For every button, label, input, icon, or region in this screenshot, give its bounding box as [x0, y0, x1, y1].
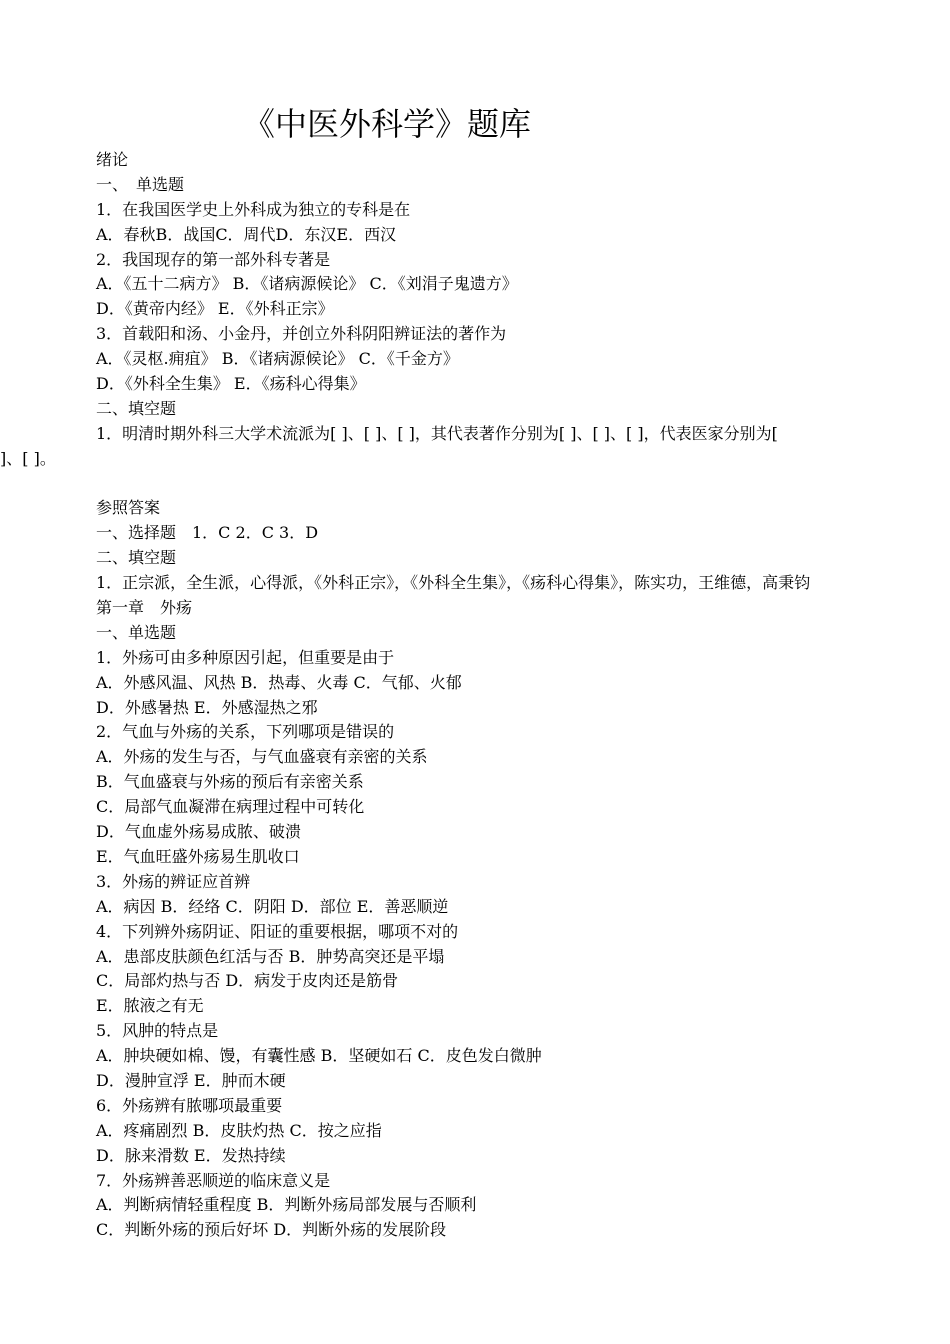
chapter-heading: 第一章 外疡	[96, 598, 193, 618]
question-text: 2．我国现存的第一部外科专著是	[96, 249, 331, 269]
answer-options: D．《黄帝内经》 E．《外科正宗》	[96, 299, 334, 319]
question-text: 3．首载阳和汤、小金丹，并创立外科阴阳辨证法的著作为	[96, 324, 507, 344]
question-text: 1．在我国医学史上外科成为独立的专科是在	[96, 199, 411, 219]
question-text: 5．风肿的特点是	[96, 1021, 219, 1041]
question-text: 1．外疡可由多种原因引起，但重要是由于	[96, 647, 395, 667]
answer-options: A．春秋B．战国C．周代D．东汉E．西汉	[96, 224, 397, 244]
answer-options: A．外感风温、风热 B．热毒、火毒 C．气郁、火郁	[96, 672, 462, 692]
question-text: 1．明清时期外科三大学术流派为[ ]、[ ]、[ ]，其代表著作分别为[ ]、[ ]、[ ]，代表医家分别为[	[96, 423, 778, 443]
answer-options: A．疼痛剧烈 B．皮肤灼热 C．按之应指	[96, 1120, 382, 1140]
answer-options: D．漫肿宣浮 E．肿而木硬	[96, 1070, 286, 1090]
document-body	[0, 148, 950, 1243]
answer-options: A．病因 B．经络 C．阴阳 D．部位 E．善恶顺逆	[96, 896, 449, 916]
question-text-continued: ]、[ ]。	[0, 448, 56, 468]
answer-options: A．判断病情轻重程度 B．判断外疡局部发展与否顺利	[96, 1195, 477, 1215]
section-heading: 参照答案	[96, 498, 161, 518]
answer-options: D．脉来滑数 E．发热持续	[96, 1145, 286, 1165]
question-text: 6．外疡辨有脓哪项最重要	[96, 1095, 283, 1115]
answer-options: E．气血旺盛外疡易生肌收口	[96, 846, 300, 866]
subsection-heading: 二、填空题	[96, 398, 177, 418]
question-text: 3．外疡的辨证应首辨	[96, 871, 251, 891]
section-heading: 绪论	[96, 150, 129, 169]
page-title: 《中医外科学》题库	[243, 105, 532, 143]
answer-options: D．外感暑热 E．外感湿热之邪	[96, 697, 318, 717]
subsection-heading: 二、填空题	[96, 548, 177, 568]
answer-options: C．判断外疡的预后好坏 D．判断外疡的发展阶段	[96, 1220, 447, 1240]
answer-options: D．《外科全生集》 E．《疡科心得集》	[96, 374, 366, 394]
answer-options: C．局部灼热与否 D．病发于皮肉还是筋骨	[96, 971, 399, 991]
subsection-heading: 一、单选题	[96, 622, 177, 642]
answer-options: A．《五十二病方》 B．《诸病源候论》 C．《刘涓子鬼遗方》	[96, 274, 518, 294]
answer-options: E．脓液之有无	[96, 996, 204, 1016]
answer-options: C．局部气血凝滞在病理过程中可转化	[96, 797, 365, 817]
answer-options: A．《灵枢.痈疽》 B．《诸病源候论》 C．《千金方》	[96, 349, 459, 369]
answer-options: A．外疡的发生与否，与气血盛衰有亲密的关系	[96, 747, 428, 767]
answer-key: 一、选择题 1．C 2．C 3．D	[96, 523, 319, 543]
answer-options: B．气血盛衰与外疡的预后有亲密关系	[96, 772, 364, 792]
question-text: 4．下列辨外疡阴证、阳证的重要根据，哪项不对的	[96, 921, 459, 941]
subsection-heading: 一、 单选题	[96, 174, 185, 194]
answer-options: D．气血虚外疡易成脓、破溃	[96, 822, 301, 842]
blank-line	[96, 472, 950, 497]
answer-options: A．患部皮肤颜色红活与否 B．肿势高突还是平塌	[96, 946, 445, 966]
answer-options: A．肿块硬如棉、馒，有囊性感 B．坚硬如石 C．皮色发白微肿	[96, 1046, 542, 1066]
question-text: 7．外疡辨善恶顺逆的临床意义是	[96, 1170, 331, 1190]
question-text: 2．气血与外疡的关系，下列哪项是错误的	[96, 722, 395, 742]
answer-key: 1．正宗派，全生派，心得派，《外科正宗》，《外科全生集》，《疡科心得集》，陈实功，王维德，高秉钧	[96, 573, 811, 593]
